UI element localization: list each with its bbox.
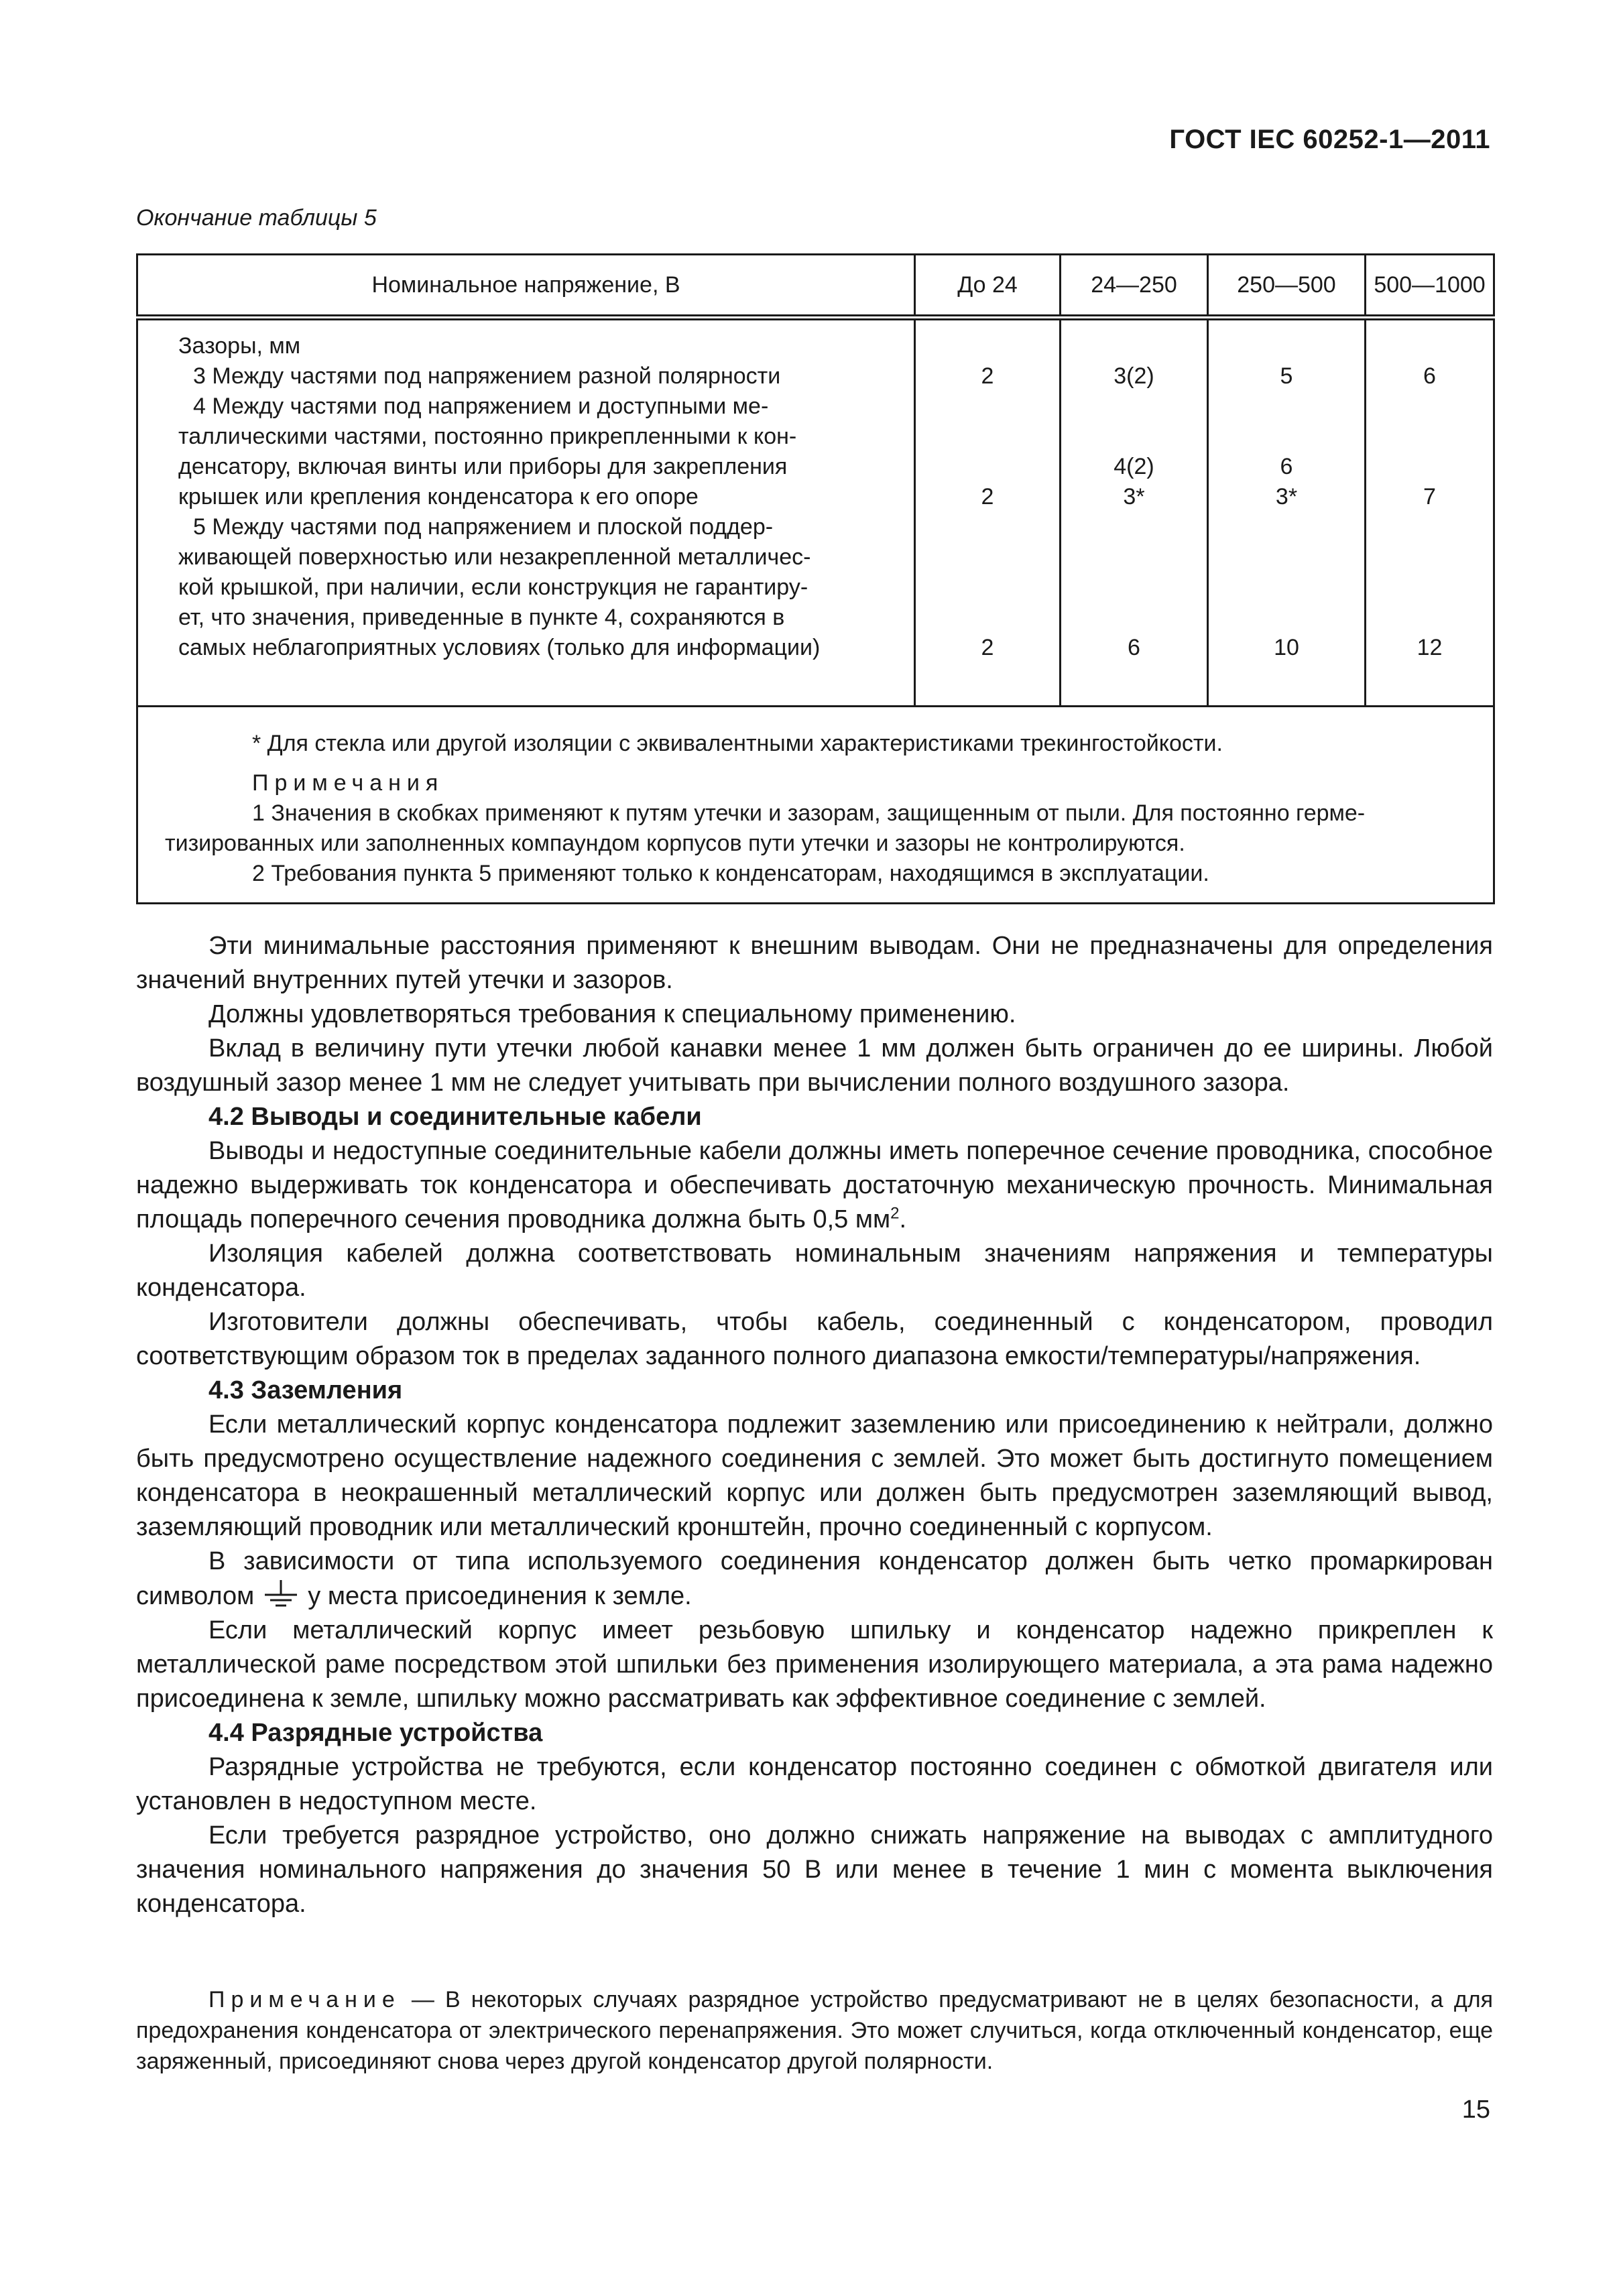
paragraph: Эти минимальные расстояния применяют к внешним выводам. Они не предназначены для определения значений внутренних путей утечки и зазоров. bbox=[136, 932, 1493, 994]
paragraph: Если металлический корпус имеет резьбовую шпильку и конденсатор надежно прикреплен к металлической раме посредством этой шпильки без применения изолирующего материала, а эта рама надежно присоединена к земле, шпильку можно рассматривать как эффективное соединение с землей. bbox=[136, 1616, 1493, 1713]
desc-line: Зазоры, мм bbox=[178, 333, 301, 359]
header-col-4: 500—1000 bbox=[1366, 255, 1494, 318]
paragraph: Изоляция кабелей должна соответствовать номинальным значениям напряжения и температуры конденсатора. bbox=[136, 1240, 1493, 1302]
value-cell bbox=[916, 603, 1059, 633]
value-cell bbox=[916, 512, 1059, 542]
desc-line: ет, что значения, приведенные в пункте 4, сохраняются в bbox=[178, 605, 785, 630]
values-col-3 bbox=[1208, 318, 1366, 707]
value-cell: 6 bbox=[1423, 363, 1436, 389]
value-cell bbox=[1061, 391, 1207, 422]
value-cell bbox=[1209, 542, 1364, 572]
table-footnote: * Для стекла или другой изоляции с эквивалентными характеристиками трекингостойкости. bbox=[252, 731, 1223, 756]
paragraph bbox=[136, 1134, 1493, 1237]
bottom-note bbox=[136, 1984, 1493, 2077]
value-cell: 12 bbox=[1417, 635, 1443, 660]
value-cell bbox=[1209, 512, 1364, 542]
paragraph: Должны удовлетворяться требования к специальному применению. bbox=[208, 1000, 1016, 1028]
paragraph-text: у места присоединения к земле. bbox=[308, 1582, 692, 1610]
superscript: 2 bbox=[890, 1204, 900, 1223]
value-cell: 2 bbox=[981, 363, 994, 389]
desc-line: кой крышкой, при наличии, если конструкция не гарантиру- bbox=[178, 575, 808, 600]
note-1-continued: тизированных или заполненных компаундом корпусов пути утечки и зазоры не контролируются. bbox=[165, 831, 1185, 856]
notes-title: Примечания bbox=[252, 770, 444, 796]
desc-line: крышек или крепления конденсатора к его опоре bbox=[178, 484, 699, 509]
desc-line: 4 Между частями под напряжением и доступными ме- bbox=[193, 394, 769, 419]
value-cell: 3(2) bbox=[1114, 363, 1154, 389]
value-cell bbox=[1209, 391, 1364, 422]
value-cell: 3* bbox=[1123, 484, 1145, 509]
value-cell bbox=[1366, 603, 1493, 633]
ground-symbol-icon bbox=[261, 1579, 301, 1608]
value-cell bbox=[1209, 572, 1364, 603]
document-header: ГОСТ IEC 60252-1—2011 bbox=[1169, 125, 1490, 154]
paragraph: Разрядные устройства не требуются, если конденсатор постоянно соединен с обмоткой двигателя или установлен в недоступном месте. bbox=[136, 1753, 1493, 1815]
note-2: 2 Требования пункта 5 применяют только к конденсаторам, находящимся в эксплуатации. bbox=[252, 861, 1209, 886]
value-cell bbox=[1061, 572, 1207, 603]
paragraph bbox=[136, 1545, 1493, 1614]
value-cell bbox=[1209, 603, 1364, 633]
table-body-row bbox=[137, 318, 1494, 707]
paragraph: Если требуется разрядное устройство, оно должно снижать напряжение на выводах с амплитудного значения номинального напряжения до значения 50 В или менее в течение 1 мин с момента выключения конденсатора. bbox=[136, 1821, 1493, 1918]
table-notes bbox=[137, 707, 1494, 904]
desc-line: живающей поверхностью или незакрепленной металличес- bbox=[178, 544, 811, 570]
value-cell: 4(2) bbox=[1114, 454, 1154, 479]
desc-line: 5 Между частями под напряжением и плоской поддер- bbox=[193, 514, 774, 540]
value-cell bbox=[1366, 542, 1493, 572]
value-cell bbox=[1366, 391, 1493, 422]
desc-line: денсатору, включая винты или приборы для закрепления bbox=[178, 454, 788, 479]
table-header-row bbox=[137, 255, 1494, 318]
value-cell: 5 bbox=[1280, 363, 1293, 389]
value-cell bbox=[1209, 422, 1364, 452]
value-cell: 6 bbox=[1128, 635, 1140, 660]
value-cell bbox=[1061, 422, 1207, 452]
table-notes-row bbox=[137, 707, 1494, 904]
paragraph: Изготовители должны обеспечивать, чтобы кабель, соединенный с конденсатором, проводил соответствующим образом ток в пределах заданного полного диапазона емкости/температуры/напряжения. bbox=[136, 1308, 1493, 1370]
paragraph: Вклад в величину пути утечки любой канавки менее 1 мм должен быть ограничен до ее ширины. Любой воздушный зазор менее 1 мм не следует учитывать при вычислении полного воздушного зазора. bbox=[136, 1034, 1493, 1097]
header-col-2: 24—250 bbox=[1061, 255, 1208, 318]
value-cell bbox=[1209, 331, 1364, 361]
main-text bbox=[136, 929, 1493, 1921]
value-cell bbox=[916, 391, 1059, 422]
value-cell: 7 bbox=[1423, 484, 1436, 509]
section-heading-4-4: 4.4 Разрядные устройства bbox=[208, 1719, 543, 1747]
value-cell: 3* bbox=[1275, 484, 1298, 509]
value-cell: 2 bbox=[981, 484, 994, 509]
header-voltage: Номинальное напряжение, В bbox=[137, 255, 915, 318]
value-cell bbox=[916, 542, 1059, 572]
desc-line: 3 Между частями под напряжением разной полярности bbox=[193, 363, 781, 389]
table-caption: Окончание таблицы 5 bbox=[136, 205, 377, 231]
value-cell bbox=[1366, 512, 1493, 542]
value-cell bbox=[1061, 542, 1207, 572]
note-label: Примечание bbox=[208, 1987, 401, 2012]
desc-line: таллическими частями, постоянно прикрепленными к кон- bbox=[178, 424, 797, 449]
value-cell: 6 bbox=[1280, 454, 1293, 479]
value-cell bbox=[1366, 572, 1493, 603]
value-cell: 10 bbox=[1274, 635, 1299, 660]
paragraph-end: . bbox=[899, 1205, 907, 1233]
value-cell bbox=[1366, 331, 1493, 361]
value-cell bbox=[1366, 422, 1493, 452]
section-heading-4-2: 4.2 Выводы и соединительные кабели bbox=[208, 1103, 702, 1131]
clearances-description bbox=[137, 318, 915, 707]
value-cell bbox=[1061, 603, 1207, 633]
note-1: 1 Значения в скобках применяют к путям утечки и зазорам, защищенным от пыли. Для постоянно герме- bbox=[252, 800, 1366, 826]
header-col-1: До 24 bbox=[915, 255, 1061, 318]
note-text: — В некоторых случаях разрядное устройство предусматривают не в целях безопасности, а для предохранения конденсатора от электрического перенапряжения. Это может случиться, когда отключенный конденсатор, еще заряженный, присоединяют снова через другой конденсатор другой полярности. bbox=[136, 1987, 1493, 2074]
value-cell bbox=[916, 572, 1059, 603]
paragraph: Если металлический корпус конденсатора подлежит заземлению или присоединению к нейтрали, должно быть предусмотрено осуществление надежного соединения с землей. Это может быть достигнуто помещением конденсатора в неокрашенный металлический корпус или должен быть предусмотрен заземляющий вывод, заземляющий проводник или металлический кронштейн, прочно соединенный с корпусом. bbox=[136, 1410, 1493, 1541]
value-cell bbox=[916, 331, 1059, 361]
note-paragraph bbox=[136, 1984, 1493, 2077]
value-cell bbox=[916, 422, 1059, 452]
section-heading-4-3: 4.3 Заземления bbox=[208, 1376, 403, 1404]
value-cell: 2 bbox=[981, 635, 994, 660]
desc-line: самых неблагоприятных условиях (только для информации) bbox=[178, 635, 821, 660]
values-col-2 bbox=[1061, 318, 1208, 707]
values-col-4 bbox=[1366, 318, 1494, 707]
value-cell bbox=[1366, 452, 1493, 482]
value-cell bbox=[1061, 512, 1207, 542]
paragraph-text: В зависимости от типа используемого соединения конденсатор должен быть четко промаркирован символом bbox=[136, 1547, 1493, 1610]
value-cell bbox=[1061, 331, 1207, 361]
paragraph-text: Выводы и недоступные соединительные кабели должны иметь поперечное сечение проводника, способное надежно выдерживать ток конденсатора и обеспечивать достаточную механическую прочность. Минимальная площадь поперечного сечения проводника должна быть 0,5 мм bbox=[136, 1137, 1493, 1233]
header-col-3: 250—500 bbox=[1208, 255, 1366, 318]
value-cell bbox=[916, 452, 1059, 482]
page-number: 15 bbox=[1461, 2096, 1490, 2124]
values-col-1 bbox=[915, 318, 1061, 707]
table-5 bbox=[136, 253, 1495, 904]
